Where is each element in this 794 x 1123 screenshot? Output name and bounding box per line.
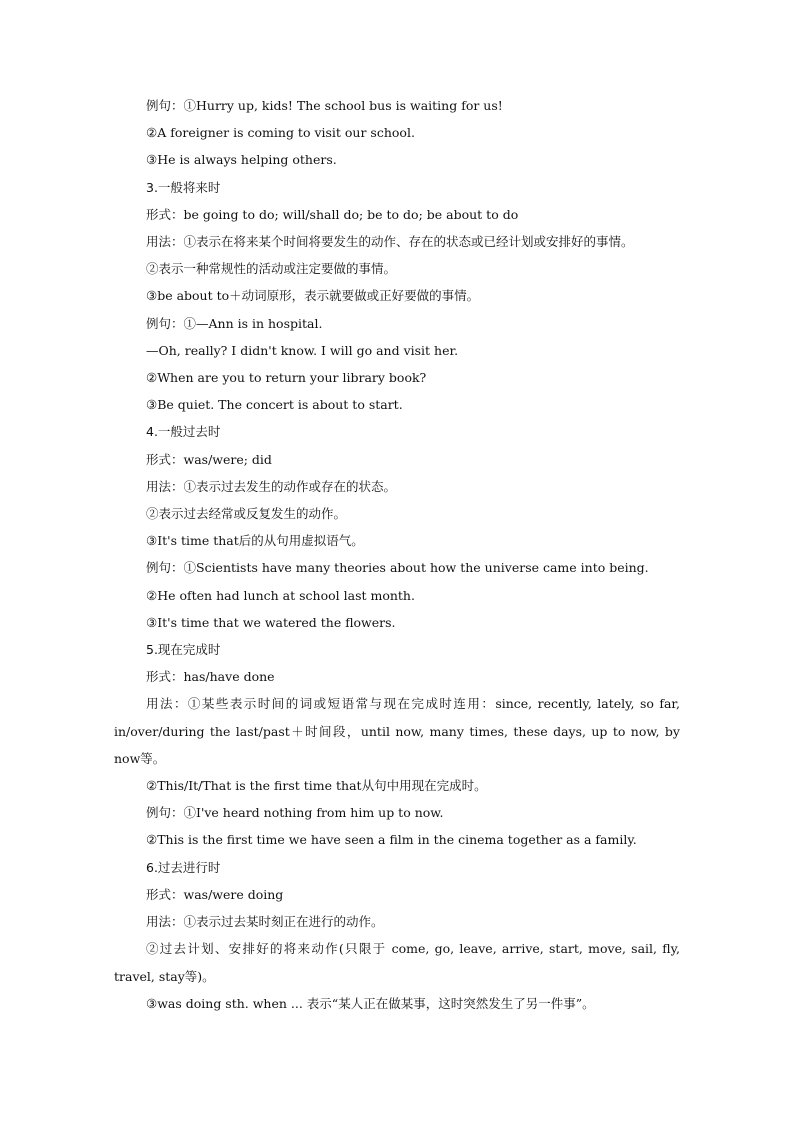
text-line: ②表示过去经常或反复发生的动作。 — [146, 506, 347, 522]
text-line: 例句：①Scientists have many theories about how the universe came into being. — [146, 560, 649, 576]
text-line: ②表示一种常规性的活动或注定要做的事情。 — [146, 261, 397, 277]
text-line: ③was doing sth. when ... 表示“某人正在做某事，这时突然发生了另一件事”。 — [146, 995, 595, 1011]
text-line: ②This is the first time we have seen a film in the cinema together as a family. — [146, 832, 637, 848]
section-heading: 5.现在完成时 — [146, 642, 221, 658]
document-body — [114, 92, 680, 1017]
text-line: —Oh, really? I didn't know. I will go and visit her. — [146, 342, 459, 358]
text-line: ③be about to＋动词原形，表示就要做或正好要做的事情。 — [146, 288, 480, 304]
text-line: ③He is always helping others. — [146, 152, 337, 168]
section-heading: 4.一般过去时 — [146, 424, 221, 440]
text-line: 用法：①某些表示时间的词或短语常与现在完成时连用：since, recently, lately, so far, in/over/during the last/past＋时间段，until now, many times, these days, up to now, by now等。 — [114, 696, 680, 766]
text-line: 用法：①表示过去某时刻正在进行的动作。 — [146, 914, 384, 930]
text-line: ③It's time that we watered the flowers. — [146, 614, 396, 630]
text-line: 形式：was/were doing — [146, 886, 284, 902]
text-line: ②过去计划、安排好的将来动作(只限于 come, go, leave, arrive, start, move, sail, fly, travel, stay等)。 — [114, 941, 680, 984]
text-line: ②This/It/That is the first time that从句中用现在完成时。 — [146, 778, 487, 794]
text-line: 形式：has/have done — [146, 669, 275, 685]
section-heading: 3.一般将来时 — [146, 179, 221, 195]
text-line: 例句：①I've heard nothing from him up to now. — [146, 805, 444, 821]
text-line: 形式：be going to do; will/shall do; be to do; be about to do — [146, 206, 519, 222]
text-line: 例句：①—Ann is in hospital. — [146, 315, 323, 331]
text-line: ③It's time that后的从句用虚拟语气。 — [146, 533, 364, 549]
text-line: ②When are you to return your library book? — [146, 370, 427, 386]
text-line: 用法：①表示过去发生的动作或存在的状态。 — [146, 478, 397, 494]
text-line: 形式：was/were; did — [146, 451, 272, 467]
text-line: 例句：①Hurry up, kids! The school bus is waiting for us! — [146, 98, 503, 113]
section-heading: 6.过去进行时 — [146, 859, 221, 875]
text-line: ②A foreigner is coming to visit our school. — [146, 125, 415, 141]
text-line: 用法：①表示在将来某个时间将要发生的动作、存在的状态或已经计划或安排好的事情。 — [146, 234, 634, 250]
text-line: ③Be quiet. The concert is about to start. — [146, 397, 403, 413]
text-line: ②He often had lunch at school last month. — [146, 587, 415, 603]
